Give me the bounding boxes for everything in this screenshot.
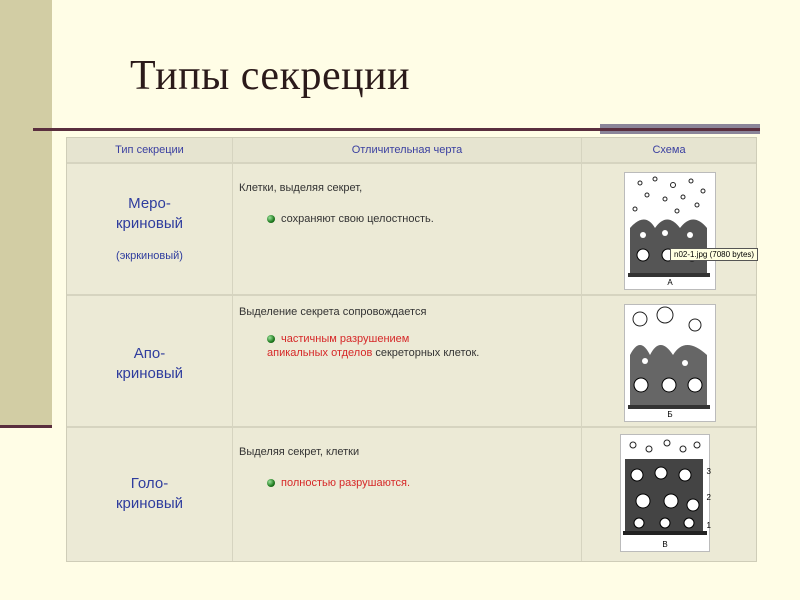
- title-rule: [33, 128, 760, 131]
- feature-item: [267, 476, 410, 490]
- header-scheme: Схема: [652, 144, 686, 156]
- feature-text-red2: апикальных отделов: [267, 347, 373, 359]
- scheme-letter: А: [667, 278, 673, 287]
- scheme-image-merocrine[interactable]: [624, 172, 716, 290]
- feature-item: [267, 212, 434, 226]
- feature-lead: Выделение секрета сопровождается: [239, 306, 427, 318]
- type-name-line2: криновый: [115, 365, 184, 382]
- green-bullet-icon: [267, 335, 275, 343]
- scheme-letter: Б: [667, 410, 673, 419]
- type-name-line2: криновый: [115, 215, 184, 232]
- feature-text-rest: секреторных клеток.: [372, 347, 480, 359]
- feature-text-red: частичным разрушением: [281, 333, 410, 345]
- page-title: Типы секреции: [130, 53, 411, 99]
- feature-item: [267, 332, 409, 346]
- table-row-apocrine: [67, 296, 756, 428]
- scheme-letter: В: [662, 540, 668, 549]
- table-row-holocrine: [67, 428, 756, 561]
- green-bullet-icon: [267, 479, 275, 487]
- type-name-line2: криновый: [115, 495, 184, 512]
- scheme-image-apocrine[interactable]: [624, 304, 716, 422]
- scheme-number: 1: [706, 521, 711, 530]
- left-decor-bar: [0, 0, 52, 425]
- feature-text-red: полностью разрушаются.: [281, 477, 411, 489]
- left-decor-line: [0, 425, 52, 428]
- header-type: Тип секреции: [115, 144, 184, 156]
- type-sub: (экркиновый): [116, 250, 183, 262]
- header-feature: Отличительная черта: [351, 144, 463, 156]
- green-bullet-icon: [267, 215, 275, 223]
- feature-text: сохраняют свою целостность.: [281, 213, 434, 225]
- feature-item-line2: [267, 346, 479, 360]
- feature-lead: Выделяя секрет, клетки: [239, 446, 360, 458]
- feature-lead: Клетки, выделяя секрет,: [239, 182, 363, 194]
- table-header: [67, 138, 756, 164]
- secretion-table: [66, 137, 757, 562]
- scheme-number: 2: [706, 493, 711, 502]
- image-tooltip: n02-1.jpg (7080 bytes): [670, 248, 758, 261]
- type-name-line1: Голо-: [130, 475, 169, 492]
- table-row-merocrine: [67, 164, 756, 296]
- type-name-line1: Апо-: [133, 345, 166, 362]
- type-name-line1: Меро-: [128, 195, 171, 212]
- scheme-number: 3: [706, 467, 711, 476]
- scheme-image-holocrine[interactable]: [620, 434, 710, 552]
